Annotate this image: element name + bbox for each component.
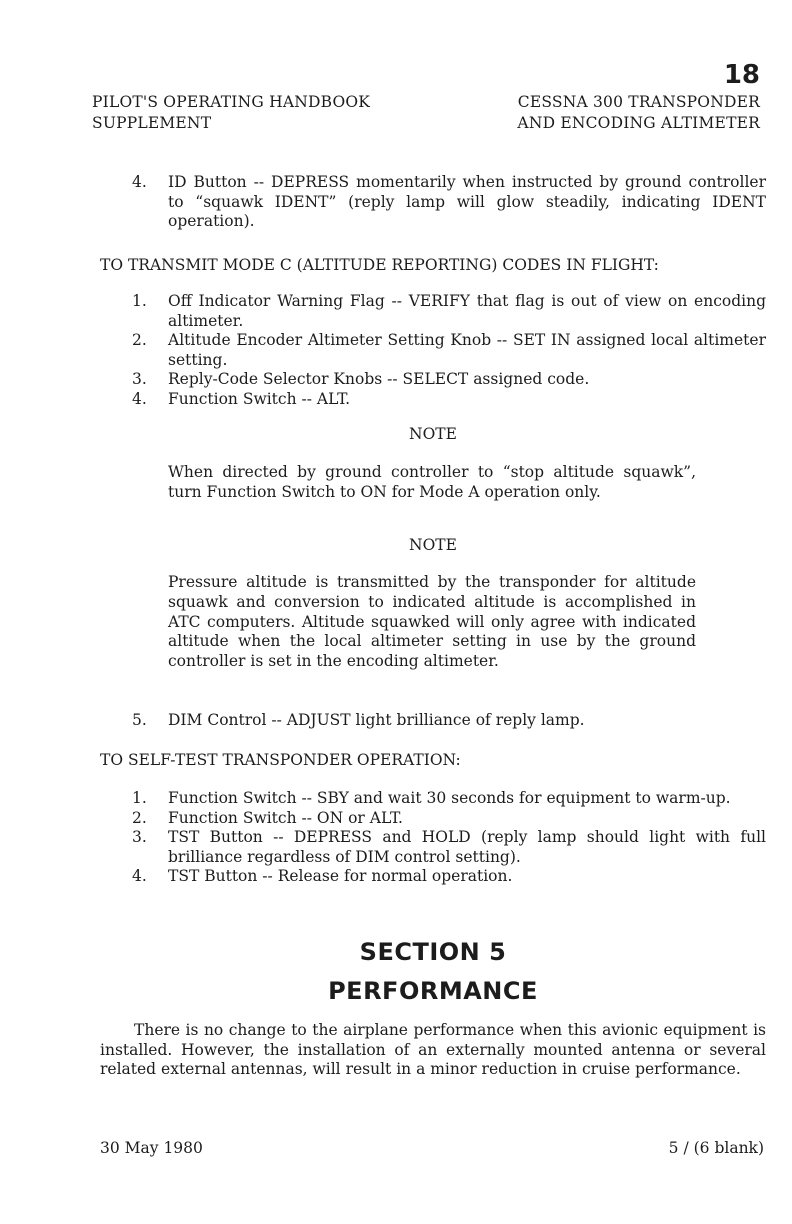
note-text: Pressure altitude is transmitted by the transponder for altitude squawk and conversion to indicated altitude is accomplished in ATC computers. Altitude squawked will only agree with indicated altitude when the local altimeter setting in use by the ground controller is set in the encoding altimeter. (168, 573, 696, 671)
step-text: Off Indicator Warning Flag -- VERIFY that flag is out of view on encoding altimeter. (168, 292, 766, 330)
step-number: 2. (132, 808, 147, 827)
list-item (100, 809, 766, 829)
step-text: Function Switch -- SBY and wait 30 seconds for equipment to warm-up. (168, 789, 731, 807)
footer-page-number: 5 / (6 blank) (668, 1139, 764, 1157)
list-item (100, 370, 766, 390)
page-number: 18 (723, 60, 760, 90)
note-text: When directed by ground controller to “stop altitude squawk”, turn Function Switch to ON for Mode A operation only. (168, 463, 696, 501)
list-item (100, 390, 766, 410)
step-number: 1. (132, 292, 147, 310)
mode-c-step-list (100, 292, 766, 410)
list-item (100, 173, 766, 232)
step-number: 3. (132, 370, 147, 389)
self-test-step-list (100, 789, 766, 887)
footer-date: 30 May 1980 (100, 1139, 203, 1157)
header-right-line2: AND ENCODING ALTIMETER (517, 114, 760, 132)
section-title: PERFORMANCE (328, 977, 538, 1005)
step-text: Function Switch -- ALT. (168, 389, 351, 408)
step-number: 1. (132, 789, 147, 807)
step-text: TST Button -- DEPRESS and HOLD (reply lamp should light with full brilliance regardless of DIM control setting). (168, 828, 766, 866)
step-number: 2. (132, 331, 147, 350)
section-number: SECTION 5 (359, 938, 507, 966)
step-text: Reply-Code Selector Knobs -- SELECT assigned code. (168, 370, 590, 389)
step-text: DIM Control -- ADJUST light brilliance of reply lamp. (168, 711, 585, 729)
step-number: 4. (132, 389, 147, 408)
note-title: NOTE (409, 536, 457, 554)
performance-paragraph: There is no change to the airplane performance when this avionic equipment is installed. However, the installation of an externally mounted antenna or several related external antennas, will result in a minor reduction in cruise performance. (100, 1021, 766, 1079)
note-title: NOTE (409, 425, 457, 443)
step-number: 4. (132, 173, 147, 191)
header-right-line1: CESSNA 300 TRANSPONDER (517, 93, 760, 111)
list-item (100, 789, 766, 809)
step-number: 3. (132, 828, 147, 847)
step-text: Altitude Encoder Altimeter Setting Knob -- SET IN assigned local altimeter setting. (168, 331, 766, 369)
mode-c-heading: TO TRANSMIT MODE C (ALTITUDE REPORTING) CODES IN FLIGHT: (100, 256, 659, 274)
header-right (517, 92, 760, 134)
header-left-line2: SUPPLEMENT (92, 114, 212, 132)
step-text: TST Button -- Release for normal operation. (168, 867, 513, 886)
list-item (100, 828, 766, 867)
list-item (100, 711, 766, 731)
header-left-line1: PILOT'S OPERATING HANDBOOK (92, 93, 371, 111)
list-item (100, 867, 766, 887)
list-item (100, 331, 766, 370)
step-number: 4. (132, 867, 147, 886)
mode-c-step5-list (100, 711, 766, 731)
list-item (100, 292, 766, 331)
ident-step-list (100, 173, 766, 232)
self-test-heading: TO SELF-TEST TRANSPONDER OPERATION: (100, 751, 461, 769)
step-text: ID Button -- DEPRESS momentarily when instructed by ground controller to “squawk IDENT” (reply lamp will glow steadily, indicating IDENT operation). (168, 173, 766, 231)
step-number: 5. (132, 711, 147, 729)
header-left (92, 92, 370, 134)
step-text: Function Switch -- ON or ALT. (168, 808, 403, 827)
